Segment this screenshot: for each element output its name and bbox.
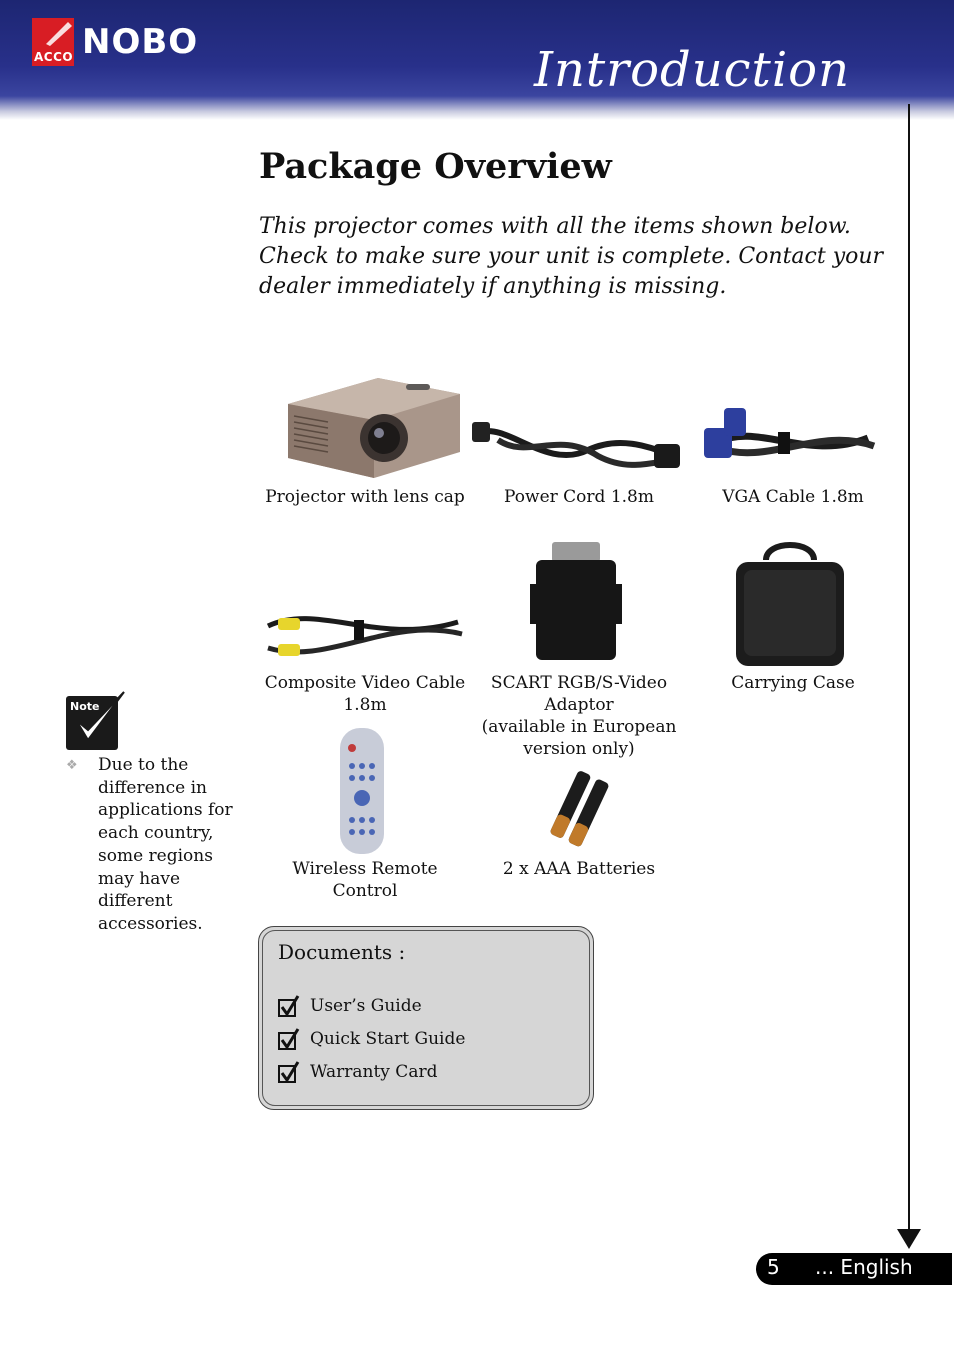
item-power-cord bbox=[476, 486, 682, 508]
page-number: 5 bbox=[767, 1255, 780, 1279]
document-item bbox=[278, 994, 422, 1018]
item-label-line3: (available in European bbox=[481, 717, 677, 737]
carrying-case-icon bbox=[730, 540, 850, 670]
item-label: Projector with lens cap bbox=[265, 487, 465, 507]
document-item bbox=[278, 1027, 465, 1051]
item-label: Carrying Case bbox=[731, 673, 855, 693]
item-label: SCART RGB/S-Video bbox=[490, 673, 668, 693]
item-projector bbox=[262, 486, 468, 508]
note-badge: Note bbox=[70, 700, 100, 713]
item-label-line2: 1.8m bbox=[343, 695, 387, 715]
document-label: Warranty Card bbox=[310, 1062, 438, 1082]
item-label: Power Cord 1.8m bbox=[504, 487, 654, 507]
item-label: 2 x AAA Batteries bbox=[502, 859, 656, 879]
item-remote-control bbox=[262, 858, 468, 902]
bullet-icon: ❖ bbox=[66, 758, 78, 773]
composite-cable-icon bbox=[258, 596, 470, 666]
item-vga-cable bbox=[690, 486, 896, 508]
document-item bbox=[278, 1060, 437, 1084]
section-title: Package Overview bbox=[259, 146, 612, 187]
chapter-title: Introduction bbox=[534, 42, 850, 98]
vga-cable-icon bbox=[698, 402, 888, 472]
document-label: User’s Guide bbox=[310, 996, 422, 1016]
intro-paragraph: This projector comes with all the items shown below. Check to make sure your unit is complete. Contact your dealer immediately if anything is missing. bbox=[259, 214, 884, 299]
document-label: Quick Start Guide bbox=[310, 1029, 466, 1049]
scart-adaptor-icon bbox=[530, 540, 622, 664]
item-label: VGA Cable 1.8m bbox=[722, 487, 864, 507]
item-composite-cable bbox=[262, 672, 468, 716]
checkbox-checked-icon bbox=[278, 1028, 300, 1050]
power-cord-icon bbox=[468, 410, 684, 480]
projector-icon bbox=[278, 366, 468, 486]
item-batteries bbox=[476, 858, 682, 880]
note-check-icon bbox=[66, 690, 128, 752]
item-carrying-case bbox=[690, 672, 896, 694]
item-label-line4: version only) bbox=[523, 739, 635, 759]
note-text: Due to the difference in applications for each country, some regions may have different accessories. bbox=[98, 755, 233, 934]
item-label: Wireless Remote bbox=[292, 859, 438, 879]
remote-control-icon bbox=[336, 726, 388, 856]
checkbox-checked-icon bbox=[278, 1061, 300, 1083]
documents-title: Documents : bbox=[278, 940, 406, 964]
item-label-line2: Control bbox=[332, 881, 398, 901]
footer-language: ... English bbox=[815, 1255, 913, 1279]
logo-nobo-text: NOBO bbox=[82, 22, 199, 62]
arrow-down-icon bbox=[897, 1229, 921, 1249]
logo-acco-text: ACCO bbox=[34, 50, 74, 64]
logo-slash-icon bbox=[44, 20, 72, 46]
item-label-line2: Adaptor bbox=[544, 695, 614, 715]
item-scart-adaptor bbox=[476, 672, 682, 760]
batteries-icon bbox=[544, 770, 616, 850]
checkbox-checked-icon bbox=[278, 995, 300, 1017]
item-label: Composite Video Cable bbox=[264, 673, 466, 693]
page-rule bbox=[908, 104, 910, 1232]
